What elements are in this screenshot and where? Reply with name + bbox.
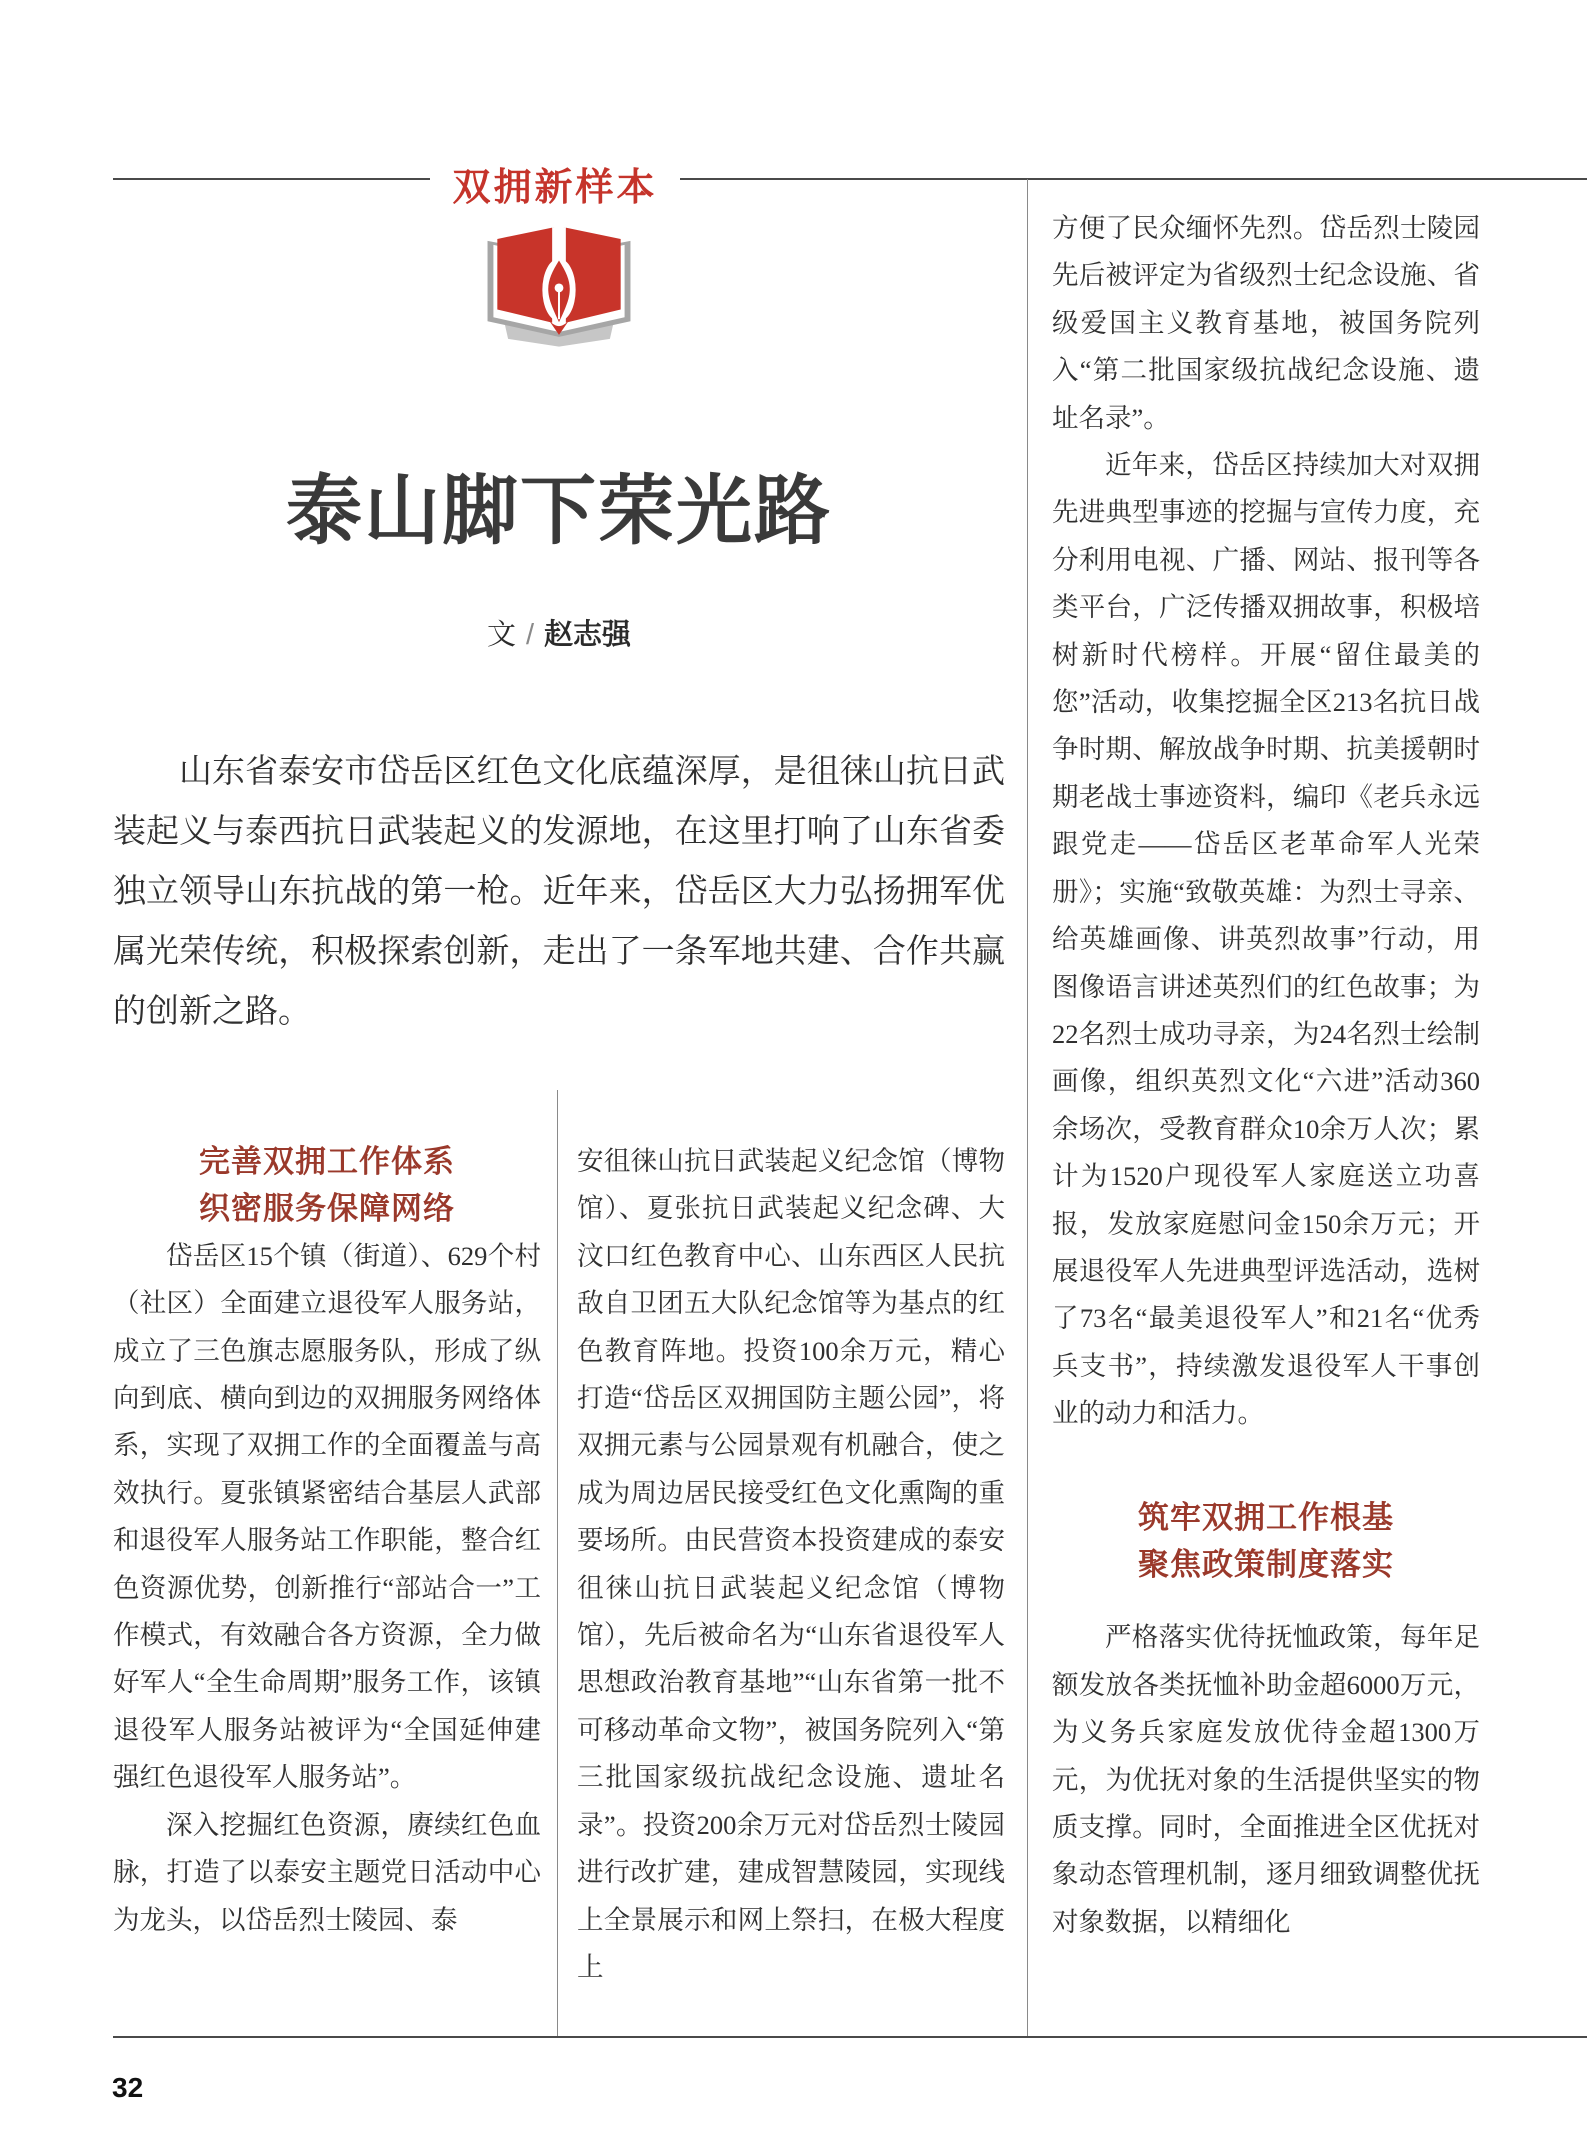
column-middle — [577, 1138, 1005, 1991]
section-heading-1-line1: 完善双拥工作体系 — [199, 1144, 455, 1179]
section-kicker: 双拥新样本 — [452, 167, 658, 209]
section-heading-2-line2: 聚焦政策制度落实 — [1138, 1546, 1394, 1582]
section-heading-1 — [113, 1138, 541, 1233]
byline-author: 赵志强 — [544, 619, 632, 651]
book-pen-icon — [466, 218, 652, 350]
byline-prefix: 文 — [486, 619, 516, 651]
byline — [113, 612, 1005, 653]
column-left — [113, 1138, 541, 1944]
section-heading-1-line2: 织密服务保障网络 — [199, 1191, 455, 1227]
body-paragraph: 方便了民众缅怀先烈。岱岳烈士陵园先后被评定为省级烈士纪念设施、省级爱国主义教育基地，被国务院列入“第二批国家级抗战纪念设施、遗址名录”。 — [1052, 213, 1480, 433]
byline-separator: / — [525, 619, 535, 651]
body-paragraph: 近年来，岱岳区持续加大对双拥先进典型事迹的挖掘与宣传力度，充分利用电视、广播、网站、报刊等各类平台，广泛传播双拥故事，积极培树新时代榜样。开展“留住最美的您”活动，收集挖掘全区213名抗日战争时期、解放战争时期、抗美援朝时期老战士事迹资料，编印《老兵永远跟党走——岱岳区老革命军人光荣册》；实施“致敬英雄：为烈士寻亲、给英雄画像、讲英烈故事”行动，用图像语言讲述英烈们的红色故事；为22名烈士成功寻亲，为24名烈士绘制画像，组织英烈文化“六进”活动360余场次，受教育群众10余万人次；累计为1520户现役军人家庭送立功喜报，发放家庭慰问金150余万元；开展退役军人先进典型评选活动，选树了73名“最美退役军人”和21名“优秀兵支书”，持续激发退役军人干事创业的动力和活力。 — [1052, 450, 1480, 1429]
section-heading-2 — [1052, 1494, 1480, 1589]
body-paragraph: 安徂徕山抗日武装起义纪念馆（博物馆）、夏张抗日武装起义纪念碑、大汶口红色教育中心、山东西区人民抗敌自卫团五大队纪念馆等为基点的红色教育阵地。投资100余万元，精心打造“岱岳区双拥国防主题公园”，将双拥元素与公园景观有机融合，使之成为周边居民接受红色文化熏陶的重要场所。由民营资本投资建成的泰安徂徕山抗日武装起义纪念馆（博物馆），先后被命名为“山东省退役军人思想政治教育基地”“山东省第一批不可移动革命文物”，被国务院列入“第三批国家级抗战纪念设施、遗址名录”。投资200余万元对岱岳烈士陵园进行改扩建，建成智慧陵园，实现线上全景展示和网上祭扫，在极大程度上 — [577, 1146, 1005, 1982]
top-rule-right — [680, 178, 1587, 180]
body-paragraph: 深入挖掘红色资源，赓续红色血脉，打造了以泰安主题党日活动中心为龙头，以岱岳烈士陵园、泰 — [113, 1809, 541, 1935]
section-heading-2-line1: 筑牢双拥工作根基 — [1138, 1499, 1394, 1535]
page-number: 32 — [112, 2072, 144, 2103]
column-divider-left — [557, 1090, 558, 2037]
top-rule-left — [113, 178, 430, 180]
column-divider-right — [1027, 179, 1028, 2037]
column-right — [1052, 205, 1480, 1946]
article-title: 泰山脚下荣光路 — [286, 469, 832, 554]
body-paragraph: 岱岳区15个镇（街道）、629个村（社区）全面建立退役军人服务站，成立了三色旗志愿服务队，形成了纵向到底、横向到边的双拥服务网络体系，实现了双拥工作的全面覆盖与高效执行。夏张镇紧密结合基层人武部和退役军人服务站工作职能，整合红色资源优势，创新推行“部站合一”工作模式，有效融合各方资源，全力做好军人“全生命周期”服务工作，该镇退役军人服务站被评为“全国延伸建强红色退役军人服务站”。 — [113, 1240, 541, 1793]
bottom-rule — [113, 2036, 1587, 2038]
body-paragraph: 严格落实优待抚恤政策，每年足额发放各类抚恤补助金超6000万元，为义务兵家庭发放优待金超1300万元，为优抚对象的生活提供坚实的物质支撑。同时，全面推进全区优抚对象动态管理机制，逐月细致调整优抚对象数据，以精细化 — [1052, 1622, 1480, 1937]
intro-paragraph: 山东省泰安市岱岳区红色文化底蕴深厚，是徂徕山抗日武装起义与泰西抗日武装起义的发源地，在这里打响了山东省委独立领导山东抗战的第一枪。近年来，岱岳区大力弘扬拥军优属光荣传统，积极探索创新，走出了一条军地共建、合作共赢的创新之路。 — [113, 754, 1005, 1030]
